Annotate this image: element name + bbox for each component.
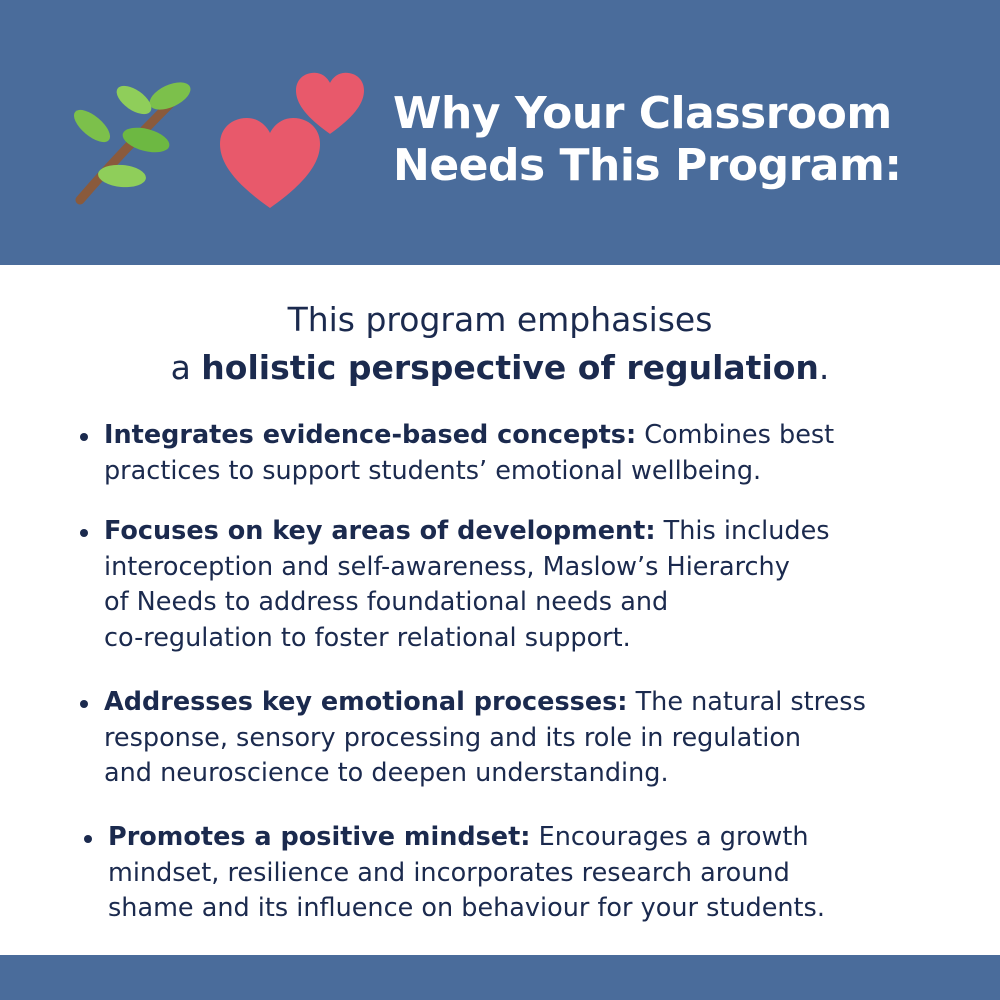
intro-suffix: . — [818, 348, 830, 387]
bullet-text: This includes — [655, 516, 830, 546]
bullet-text: practices to support students’ emotional wellbeing. — [104, 455, 762, 486]
bullet-text: interoception and self-awareness, Maslow’s Hierarchy — [104, 551, 790, 582]
bullet-text: of Needs to address foundational needs and — [104, 587, 669, 617]
bullet-text: shame and its influence on behaviour for your students. — [108, 893, 825, 923]
bullet-dot — [80, 529, 88, 537]
intro-emphasis: holistic perspective of regulation — [201, 348, 819, 387]
bullet-text: co-regulation to foster relational support. — [104, 622, 631, 653]
header-banner — [0, 0, 1000, 265]
leaf-branch-icon — [66, 78, 196, 208]
intro-text — [0, 296, 1000, 392]
bullet-heading: Addresses key emotional processes: — [104, 687, 628, 717]
bullet-text: and neuroscience to deepen understanding. — [104, 758, 669, 788]
title-line-1: Why Your Classroom — [393, 88, 892, 139]
intro-prefix: a — [170, 348, 202, 387]
title-line-2: Needs This Program: — [393, 140, 902, 191]
bullet-dot — [80, 433, 88, 441]
bullet-heading: Integrates evidence-based concepts: — [104, 420, 637, 450]
page-title — [393, 88, 983, 192]
large-heart-icon — [220, 118, 320, 210]
bullet-heading: Focuses on key areas of development: — [104, 516, 656, 546]
bullet-text: Combines best — [636, 420, 835, 450]
intro-line-1: This program emphasises — [287, 300, 713, 339]
intro-line-2 — [0, 344, 1000, 392]
bullet-text: mindset, resilience and incorporates research around — [108, 857, 790, 888]
bullet-text: The natural stress — [627, 687, 866, 717]
bullet-dot — [84, 835, 92, 843]
bullet-text: Encourages a growth — [530, 822, 809, 852]
footer-banner — [0, 955, 1000, 1000]
bullet-text: response, sensory processing and its role in regulation — [104, 722, 802, 753]
bullet-heading: Promotes a positive mindset: — [108, 822, 531, 852]
bullet-dot — [80, 700, 88, 708]
